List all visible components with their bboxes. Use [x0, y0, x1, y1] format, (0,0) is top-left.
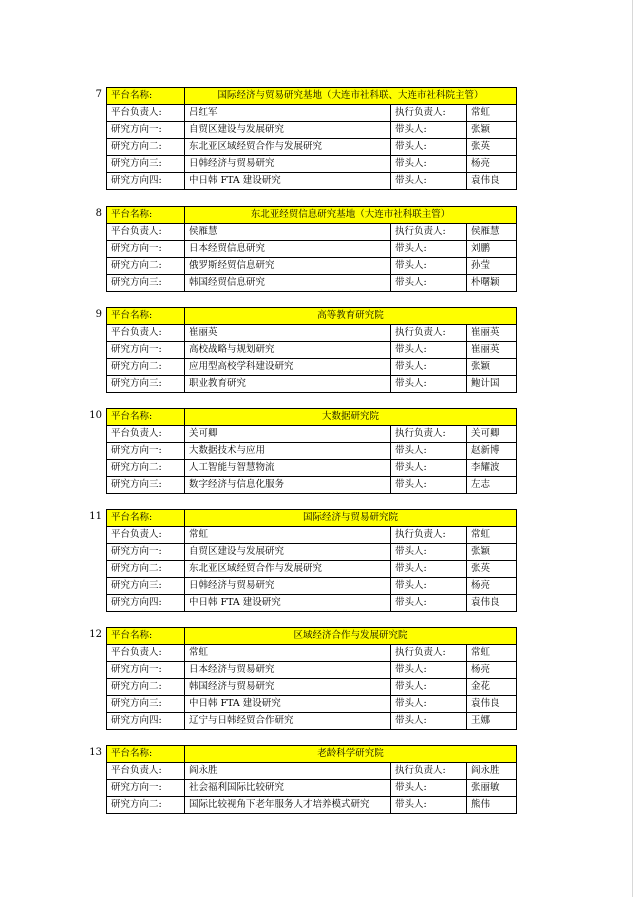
direction-head: 袁伟良	[467, 173, 517, 190]
direction-value: 数字经济与信息化服务	[185, 477, 391, 494]
direction-head-label: 带头人:	[391, 696, 467, 713]
research-direction-row	[107, 662, 517, 679]
leader-name: 崔丽英	[185, 325, 391, 342]
platform-table	[106, 206, 517, 292]
direction-head-label: 带头人:	[391, 443, 467, 460]
direction-label: 研究方向二:	[107, 359, 185, 376]
platform-name-row	[107, 628, 517, 645]
direction-value: 中日韩 FTA 建设研究	[185, 173, 391, 190]
platform-name: 高等教育研究院	[185, 308, 517, 325]
direction-label: 研究方向三:	[107, 156, 185, 173]
exec-name: 崔丽英	[467, 325, 517, 342]
direction-head-label: 带头人:	[391, 460, 467, 477]
direction-head-label: 带头人:	[391, 561, 467, 578]
research-direction-row	[107, 780, 517, 797]
platform-table-body	[107, 308, 517, 393]
platform-number: 11	[89, 511, 102, 522]
platform-name-row	[107, 746, 517, 763]
leader-name: 侯雁慧	[185, 224, 391, 241]
direction-value: 人工智能与智慧物流	[185, 460, 391, 477]
platform-name-label: 平台名称:	[107, 628, 185, 645]
platform-leader-row	[107, 763, 517, 780]
leader-label: 平台负责人:	[107, 105, 185, 122]
exec-label: 执行负责人:	[391, 224, 467, 241]
direction-label: 研究方向二:	[107, 797, 185, 814]
platform-number: 10	[89, 410, 102, 421]
direction-head: 杨亮	[467, 578, 517, 595]
research-direction-row	[107, 359, 517, 376]
direction-head-label: 带头人:	[391, 713, 467, 730]
platform-name-label: 平台名称:	[107, 207, 185, 224]
leader-label: 平台负责人:	[107, 527, 185, 544]
platform-table-body	[107, 746, 517, 814]
direction-head: 张颖	[467, 122, 517, 139]
direction-head-label: 带头人:	[391, 258, 467, 275]
platform-name: 区域经济合作与发展研究院	[185, 628, 517, 645]
direction-label: 研究方向四:	[107, 595, 185, 612]
direction-head: 张英	[467, 139, 517, 156]
exec-label: 执行负责人:	[391, 105, 467, 122]
direction-label: 研究方向一:	[107, 662, 185, 679]
direction-head-label: 带头人:	[391, 544, 467, 561]
research-direction-row	[107, 156, 517, 173]
research-direction-row	[107, 679, 517, 696]
platform-name-label: 平台名称:	[107, 510, 185, 527]
direction-label: 研究方向一:	[107, 443, 185, 460]
platform-name-row	[107, 510, 517, 527]
platform-leader-row	[107, 645, 517, 662]
platform-table	[106, 307, 517, 393]
direction-head-label: 带头人:	[391, 122, 467, 139]
platform-number: 13	[89, 747, 102, 758]
exec-name: 侯雁慧	[467, 224, 517, 241]
platform-leader-row	[107, 426, 517, 443]
platform-table	[106, 408, 517, 494]
direction-head: 张颖	[467, 544, 517, 561]
direction-head-label: 带头人:	[391, 376, 467, 393]
research-direction-row	[107, 713, 517, 730]
direction-head: 鲍计国	[467, 376, 517, 393]
research-direction-row	[107, 258, 517, 275]
direction-label: 研究方向二:	[107, 679, 185, 696]
direction-head: 杨亮	[467, 662, 517, 679]
direction-value: 应用型高校学科建设研究	[185, 359, 391, 376]
direction-value: 自贸区建设与发展研究	[185, 544, 391, 561]
direction-head-label: 带头人:	[391, 156, 467, 173]
platform-table	[106, 87, 517, 190]
research-direction-row	[107, 376, 517, 393]
direction-label: 研究方向一:	[107, 241, 185, 258]
exec-name: 常虹	[467, 105, 517, 122]
direction-head-label: 带头人:	[391, 173, 467, 190]
direction-value: 职业教育研究	[185, 376, 391, 393]
direction-value: 日本经济与贸易研究	[185, 662, 391, 679]
direction-head: 袁伟良	[467, 696, 517, 713]
exec-label: 执行负责人:	[391, 325, 467, 342]
direction-label: 研究方向四:	[107, 713, 185, 730]
exec-label: 执行负责人:	[391, 645, 467, 662]
direction-head: 张颖	[467, 359, 517, 376]
direction-label: 研究方向二:	[107, 139, 185, 156]
platform-leader-row	[107, 224, 517, 241]
platform-table-body	[107, 628, 517, 730]
direction-head-label: 带头人:	[391, 595, 467, 612]
direction-head-label: 带头人:	[391, 679, 467, 696]
leader-name: 关可卿	[185, 426, 391, 443]
direction-head-label: 带头人:	[391, 359, 467, 376]
platform-name-label: 平台名称:	[107, 409, 185, 426]
direction-label: 研究方向二:	[107, 258, 185, 275]
direction-value: 中日韩 FTA 建设研究	[185, 696, 391, 713]
direction-head-label: 带头人:	[391, 662, 467, 679]
platform-name-row	[107, 207, 517, 224]
platform-table-body	[107, 409, 517, 494]
platform-name: 东北亚经贸信息研究基地（大连市社科联主管）	[185, 207, 517, 224]
platform-name: 老龄科学研究院	[185, 746, 517, 763]
platform-table-body	[107, 88, 517, 190]
exec-name: 常虹	[467, 527, 517, 544]
direction-head-label: 带头人:	[391, 241, 467, 258]
platform-name-row	[107, 308, 517, 325]
direction-value: 国际比较视角下老年服务人才培养模式研究	[185, 797, 391, 814]
platform-table-body	[107, 510, 517, 612]
direction-head: 张丽敏	[467, 780, 517, 797]
direction-label: 研究方向二:	[107, 460, 185, 477]
research-direction-row	[107, 241, 517, 258]
research-direction-row	[107, 173, 517, 190]
platform-name-label: 平台名称:	[107, 746, 185, 763]
platform-name-row	[107, 88, 517, 105]
direction-head-label: 带头人:	[391, 139, 467, 156]
research-direction-row	[107, 139, 517, 156]
research-direction-row	[107, 122, 517, 139]
direction-head: 左志	[467, 477, 517, 494]
direction-label: 研究方向三:	[107, 477, 185, 494]
platform-leader-row	[107, 325, 517, 342]
direction-head-label: 带头人:	[391, 477, 467, 494]
direction-head: 金花	[467, 679, 517, 696]
platform-name-row	[107, 409, 517, 426]
direction-value: 中日韩 FTA 建设研究	[185, 595, 391, 612]
page-edge-divider	[632, 0, 633, 897]
exec-label: 执行负责人:	[391, 426, 467, 443]
direction-head-label: 带头人:	[391, 578, 467, 595]
research-direction-row	[107, 443, 517, 460]
direction-head: 袁伟良	[467, 595, 517, 612]
direction-head: 赵新博	[467, 443, 517, 460]
direction-head-label: 带头人:	[391, 797, 467, 814]
leader-name: 吕红军	[185, 105, 391, 122]
research-direction-row	[107, 797, 517, 814]
direction-label: 研究方向三:	[107, 696, 185, 713]
research-direction-row	[107, 342, 517, 359]
direction-label: 研究方向一:	[107, 544, 185, 561]
direction-label: 研究方向一:	[107, 342, 185, 359]
leader-label: 平台负责人:	[107, 645, 185, 662]
research-direction-row	[107, 275, 517, 292]
direction-value: 东北亚区域经贸合作与发展研究	[185, 139, 391, 156]
platform-number: 9	[95, 309, 102, 320]
platform-table	[106, 509, 517, 612]
direction-value: 高校战略与规划研究	[185, 342, 391, 359]
leader-name: 常虹	[185, 527, 391, 544]
direction-label: 研究方向一:	[107, 780, 185, 797]
direction-label: 研究方向四:	[107, 173, 185, 190]
platform-number: 8	[95, 208, 102, 219]
direction-value: 日韩经济与贸易研究	[185, 578, 391, 595]
leader-label: 平台负责人:	[107, 325, 185, 342]
leader-name: 常虹	[185, 645, 391, 662]
direction-head: 杨亮	[467, 156, 517, 173]
direction-value: 社会福利国际比较研究	[185, 780, 391, 797]
platform-name: 国际经济与贸易研究院	[185, 510, 517, 527]
direction-label: 研究方向二:	[107, 561, 185, 578]
leader-name: 阎永胜	[185, 763, 391, 780]
platform-name-label: 平台名称:	[107, 88, 185, 105]
direction-head: 崔丽英	[467, 342, 517, 359]
leader-label: 平台负责人:	[107, 426, 185, 443]
platform-name: 国际经济与贸易研究基地（大连市社科联、大连市社科院主管）	[185, 88, 517, 105]
direction-head: 李耀波	[467, 460, 517, 477]
research-direction-row	[107, 696, 517, 713]
platform-table-body	[107, 207, 517, 292]
exec-name: 关可卿	[467, 426, 517, 443]
direction-head-label: 带头人:	[391, 275, 467, 292]
direction-head: 熊伟	[467, 797, 517, 814]
direction-head-label: 带头人:	[391, 342, 467, 359]
direction-value: 日本经贸信息研究	[185, 241, 391, 258]
platform-table	[106, 627, 517, 730]
direction-value: 辽宁与日韩经贸合作研究	[185, 713, 391, 730]
direction-label: 研究方向三:	[107, 578, 185, 595]
direction-value: 韩国经济与贸易研究	[185, 679, 391, 696]
exec-label: 执行负责人:	[391, 763, 467, 780]
direction-head: 刘鹏	[467, 241, 517, 258]
research-direction-row	[107, 595, 517, 612]
leader-label: 平台负责人:	[107, 763, 185, 780]
direction-label: 研究方向三:	[107, 275, 185, 292]
direction-value: 东北亚区域经贸合作与发展研究	[185, 561, 391, 578]
research-direction-row	[107, 477, 517, 494]
exec-name: 常虹	[467, 645, 517, 662]
platform-number: 12	[89, 629, 102, 640]
direction-value: 韩国经贸信息研究	[185, 275, 391, 292]
direction-label: 研究方向三:	[107, 376, 185, 393]
direction-value: 日韩经济与贸易研究	[185, 156, 391, 173]
platform-leader-row	[107, 527, 517, 544]
direction-head: 朴曙颖	[467, 275, 517, 292]
direction-value: 俄罗斯经贸信息研究	[185, 258, 391, 275]
leader-label: 平台负责人:	[107, 224, 185, 241]
research-direction-row	[107, 561, 517, 578]
direction-head-label: 带头人:	[391, 780, 467, 797]
direction-head: 张英	[467, 561, 517, 578]
platform-name-label: 平台名称:	[107, 308, 185, 325]
platform-table	[106, 745, 517, 814]
platform-number: 7	[95, 89, 102, 100]
research-direction-row	[107, 544, 517, 561]
direction-label: 研究方向一:	[107, 122, 185, 139]
research-direction-row	[107, 578, 517, 595]
research-direction-row	[107, 460, 517, 477]
platform-name: 大数据研究院	[185, 409, 517, 426]
direction-value: 大数据技术与应用	[185, 443, 391, 460]
direction-value: 自贸区建设与发展研究	[185, 122, 391, 139]
direction-head: 王娜	[467, 713, 517, 730]
exec-label: 执行负责人:	[391, 527, 467, 544]
platform-leader-row	[107, 105, 517, 122]
exec-name: 阎永胜	[467, 763, 517, 780]
direction-head: 孙莹	[467, 258, 517, 275]
